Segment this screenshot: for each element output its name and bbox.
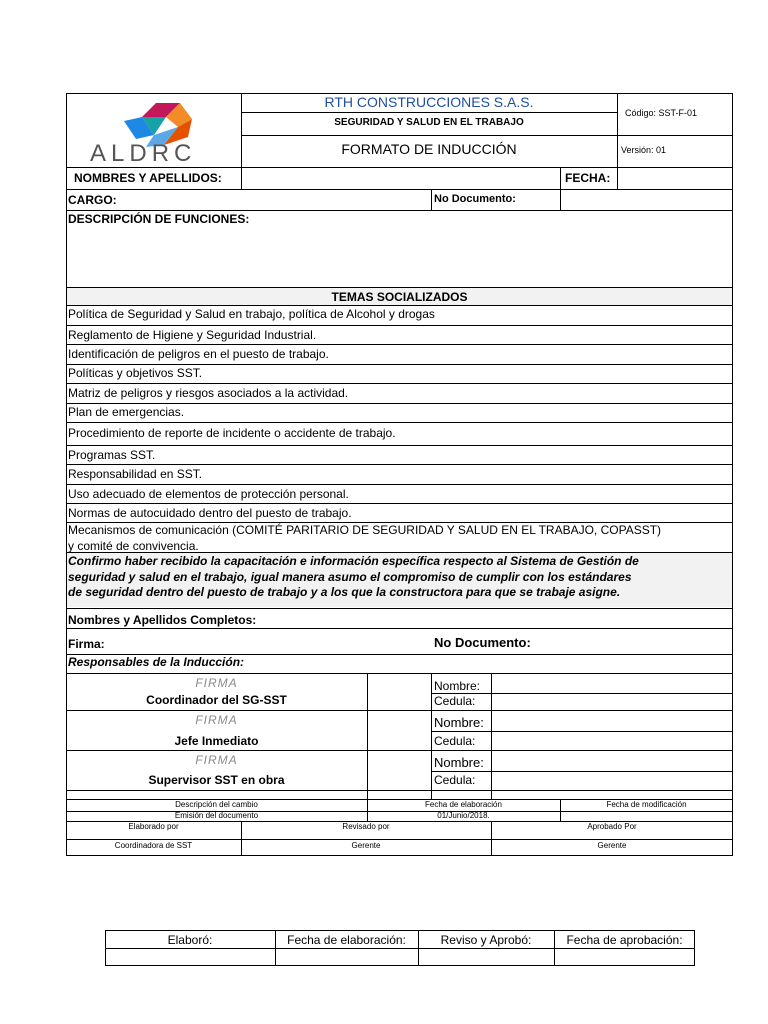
nombre-label: Nombre: <box>434 755 484 770</box>
reviso-aprobo-header: Reviso y Aprobó: <box>440 933 532 947</box>
nombre-input[interactable] <box>492 674 732 692</box>
fecha-elab-header: Fecha de elaboración <box>425 800 502 809</box>
logo-wordmark: ALDRC <box>90 142 197 166</box>
desc-cambio-header: Descripción del cambio <box>175 800 258 809</box>
temas-heading: TEMAS SOCIALIZADOS <box>331 290 468 304</box>
cargo-input[interactable] <box>130 190 430 209</box>
no-documento-signoff-input[interactable] <box>545 630 731 654</box>
elaboro-input[interactable] <box>106 949 274 965</box>
role-jefe: Jefe Inmediato <box>174 734 259 748</box>
role-supervisor: Supervisor SST en obra <box>148 773 285 787</box>
tema-item: Identificación de peligros en el puesto de trabajo. <box>68 347 329 361</box>
tema-item: Reglamento de Higiene y Seguridad Industrial. <box>68 328 317 342</box>
cedula-label: Cedula: <box>434 734 476 748</box>
descripcion-label: DESCRIPCIÓN DE FUNCIONES: <box>68 212 250 226</box>
gerente-cell: Gerente <box>351 841 381 850</box>
coordinadora-cell: Coordinadora de SST <box>114 841 193 850</box>
fecha-elaboracion-input[interactable] <box>276 949 417 965</box>
form-code: Código: SST-F-01 <box>625 108 698 118</box>
form-title: FORMATO DE INDUCCIÓN <box>341 141 517 157</box>
tema-item-mecanismos-2: y comité de convivencia. <box>68 539 199 553</box>
fecha-aprobacion-input[interactable] <box>555 949 694 965</box>
form-version: Versión: 01 <box>621 145 667 155</box>
elaboro-header: Elaboró: <box>167 933 213 947</box>
nombres-completos-label: Nombres y Apellidos Completos: <box>68 613 257 627</box>
no-documento-signoff-label: No Documento: <box>434 635 531 650</box>
fecha-aprobacion-header: Fecha de aprobación: <box>566 933 683 947</box>
no-documento-input[interactable] <box>561 190 732 209</box>
confirm-text-1: Confirmo haber recibido la capacitación e información específica respecto al Sistema de Gestión de <box>68 554 639 568</box>
tema-item: Plan de emergencias. <box>68 405 185 419</box>
firma-placeholder[interactable]: FIRMA <box>195 753 238 767</box>
tema-item: Matriz de peligros y riesgos asociados a la actividad. <box>68 386 349 400</box>
elaborado-por-header: Elaborado por <box>128 822 179 831</box>
tema-item: Uso adecuado de elementos de protección personal. <box>68 487 349 501</box>
fecha-elaboracion-header: Fecha de elaboración: <box>287 933 406 947</box>
gerente-cell: Gerente <box>597 841 627 850</box>
responsables-heading: Responsables de la Inducción: <box>68 655 245 669</box>
nombres-completos-input[interactable] <box>275 610 731 627</box>
no-documento-label: No Documento: <box>434 193 516 205</box>
nombre-label: Nombre: <box>434 679 481 693</box>
cedula-label: Cedula: <box>434 773 476 787</box>
fecha-mod-header: Fecha de modificación <box>606 800 687 809</box>
aprobado-por-header: Aprobado Por <box>587 822 637 831</box>
nombre-label: Nombre: <box>434 715 484 730</box>
firma-placeholder[interactable]: FIRMA <box>195 713 238 727</box>
form-subtitle: SEGURIDAD Y SALUD EN EL TRABAJO <box>334 117 524 128</box>
firma-placeholder[interactable]: FIRMA <box>195 676 238 690</box>
tema-item: Política de Seguridad y Salud en trabajo, política de Alcohol y drogas <box>68 307 435 321</box>
cedula-input[interactable] <box>492 694 732 709</box>
role-coordinador: Coordinador del SG-SST <box>146 693 287 707</box>
tema-item: Normas de autocuidado dentro del puesto de trabajo. <box>68 506 352 520</box>
tema-item-mecanismos-1: Mecanismos de comunicación (COMITÉ PARITARIO DE SEGURIDAD Y SALUD EN EL TRABAJO, COPASST) <box>68 523 662 537</box>
tema-item: Políticas y objetivos SST. <box>68 366 203 380</box>
firma-label: Firma: <box>68 637 105 651</box>
revisado-por-header: Revisado por <box>342 822 390 831</box>
tema-item: Programas SST. <box>68 448 156 462</box>
fecha-label: FECHA: <box>565 171 611 185</box>
tema-item: Responsabilidad en SST. <box>68 467 203 481</box>
company-logo <box>84 97 240 165</box>
nombre-input[interactable] <box>492 751 732 770</box>
tema-item: Procedimiento de reporte de incidente o accidente de trabajo. <box>68 426 396 440</box>
cargo-label: CARGO: <box>68 193 117 207</box>
nombres-input[interactable] <box>242 168 559 188</box>
nombre-input[interactable] <box>492 711 732 730</box>
emision-fecha-cell: 01/Junio/2018. <box>437 811 490 820</box>
firma-input[interactable] <box>110 630 428 654</box>
emision-cell: Emisión del documento <box>174 811 259 820</box>
confirm-text-2: seguridad y salud en el trabajo, igual manera asumo el compromiso de cumplir con los estándares <box>68 570 632 584</box>
cedula-input[interactable] <box>492 772 732 789</box>
fecha-input[interactable] <box>618 168 732 188</box>
confirm-text-3: de seguridad dentro del puesto de trabajo y a los que la constructora para que se trabaje asigne. <box>68 585 621 599</box>
descripcion-input[interactable] <box>67 228 732 286</box>
reviso-aprobo-input[interactable] <box>419 949 553 965</box>
company-name: RTH CONSTRUCCIONES S.A.S. <box>324 94 534 110</box>
cedula-label: Cedula: <box>434 694 476 708</box>
cedula-input[interactable] <box>492 732 732 749</box>
nombres-label: NOMBRES Y APELLIDOS: <box>74 171 222 185</box>
